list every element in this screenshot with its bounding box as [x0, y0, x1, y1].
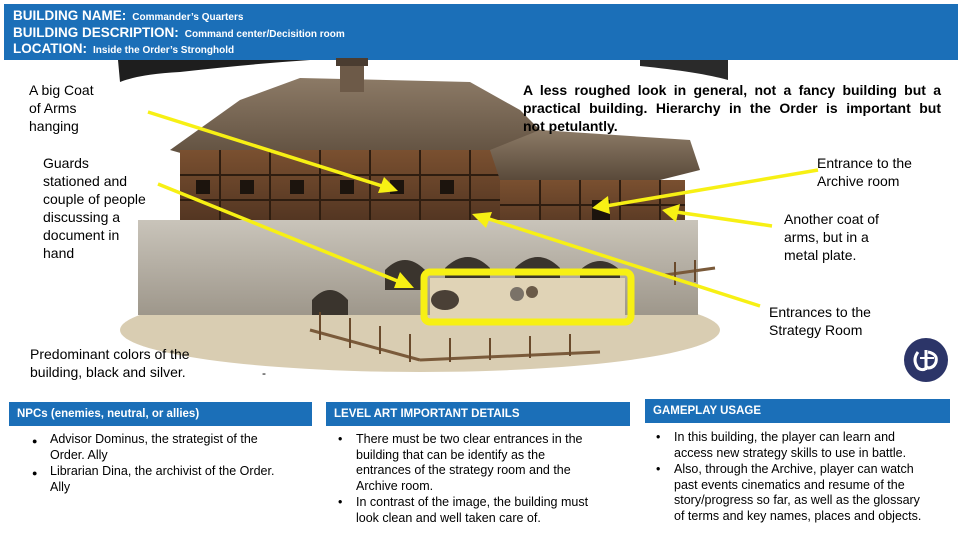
list-item-line: story/progress so far, as well as the glossary: [674, 493, 920, 507]
list-item-line: Also, through the Archive, player can watch: [674, 462, 914, 476]
building-name-row: [13, 7, 243, 25]
list-item: [334, 495, 634, 526]
building-header: [4, 4, 958, 60]
studio-logo-mark-icon: [904, 338, 948, 382]
note-metal-coat-of-arms: [784, 210, 879, 264]
studio-logo: [904, 338, 948, 382]
panel-gameplay-title: GAMEPLAY USAGE: [645, 399, 950, 423]
panel-gameplay-list: [652, 430, 952, 525]
panel-level-art-title: LEVEL ART IMPORTANT DETAILS: [326, 402, 630, 426]
list-item: [28, 464, 318, 495]
panel-level-art-list: [334, 432, 634, 527]
note-guards-line: discussing a: [43, 209, 121, 225]
note-strategy-entrances: [769, 303, 871, 339]
list-item-line: Order. Ally: [50, 447, 108, 462]
note-general-look: [523, 81, 941, 135]
list-item-line: Librarian Dina, the archivist of the Order.: [50, 464, 275, 478]
note-archive-entrance: [817, 154, 912, 190]
list-item-line: access new strategy skills to use in battle.: [674, 445, 907, 460]
list-item-line: In contrast of the image, the building must: [356, 495, 589, 509]
bullet-icon: ●: [32, 436, 38, 446]
list-item: [652, 462, 952, 524]
note-metal-coat-line: metal plate.: [784, 247, 857, 263]
note-guards-line: Guards: [43, 155, 89, 171]
list-item-line: Advisor Dominus, the strategist of the: [50, 432, 258, 446]
list-item-line: Archive room.: [356, 478, 434, 493]
list-item-line: of terms and key names, places and objects.: [674, 508, 922, 523]
building-name-label: BUILDING NAME:: [13, 8, 127, 23]
note-strategy-entrances-line: Strategy Room: [769, 322, 863, 338]
note-coat-of-arms-line: of Arms: [29, 100, 77, 116]
note-predominant-colors: [30, 345, 190, 381]
note-metal-coat-line: Another coat of: [784, 211, 879, 227]
panel-npcs-title: NPCs (enemies, neutral, or allies): [9, 402, 312, 426]
note-general-look-line: A less roughed look in general, not a fancy building but a: [523, 82, 941, 98]
list-item: [652, 430, 952, 461]
list-item-line: In this building, the player can learn and: [674, 430, 895, 444]
note-general-look-line: not petulantly.: [523, 118, 618, 134]
note-coat-of-arms-line: hanging: [29, 118, 79, 134]
location-value: Inside the Order’s Stronghold: [93, 45, 235, 56]
note-coat-of-arms: [29, 81, 94, 135]
list-item: [334, 432, 634, 494]
list-item-line: entrances of the strategy room and the: [356, 463, 571, 477]
bullet-icon: •: [656, 462, 661, 476]
note-general-look-line: practical building. Hierarchy in the Order is important but: [523, 100, 941, 116]
bullet-icon: •: [338, 495, 343, 509]
list-item-line: building that can be identify as the: [356, 447, 546, 462]
stray-dash: -: [262, 366, 266, 380]
note-colors-line: building, black and silver.: [30, 364, 186, 380]
note-archive-entrance-line: Entrance to the: [817, 155, 912, 171]
note-coat-of-arms-line: A big Coat: [29, 82, 94, 98]
list-item-line: look clean and well taken care of.: [356, 510, 541, 525]
note-guards-line: hand: [43, 245, 75, 261]
note-archive-entrance-line: Archive room: [817, 173, 900, 189]
note-guards-line: couple of people: [43, 191, 146, 207]
note-guards-line: stationed and: [43, 173, 128, 189]
list-item: [28, 432, 318, 463]
panel-npcs-list: [28, 432, 318, 496]
note-strategy-entrances-line: Entrances to the: [769, 304, 871, 320]
list-item-line: Ally: [50, 479, 71, 494]
note-metal-coat-line: arms, but in a: [784, 229, 869, 245]
building-description-label: BUILDING DESCRIPTION:: [13, 25, 179, 40]
note-guards: [43, 154, 146, 262]
list-item-line: There must be two clear entrances in the: [356, 432, 583, 446]
building-name-value: Commander’s Quarters: [132, 12, 244, 23]
note-colors-line: Predominant colors of the: [30, 346, 190, 362]
list-item-line: past events cinematics and resume of the: [674, 477, 905, 492]
bullet-icon: ●: [32, 468, 38, 478]
note-guards-line: document in: [43, 227, 120, 243]
bullet-icon: •: [656, 430, 661, 444]
bullet-icon: •: [338, 432, 343, 446]
building-description-value: Command center/Decisition room: [184, 29, 345, 40]
location-label: LOCATION:: [13, 41, 87, 56]
